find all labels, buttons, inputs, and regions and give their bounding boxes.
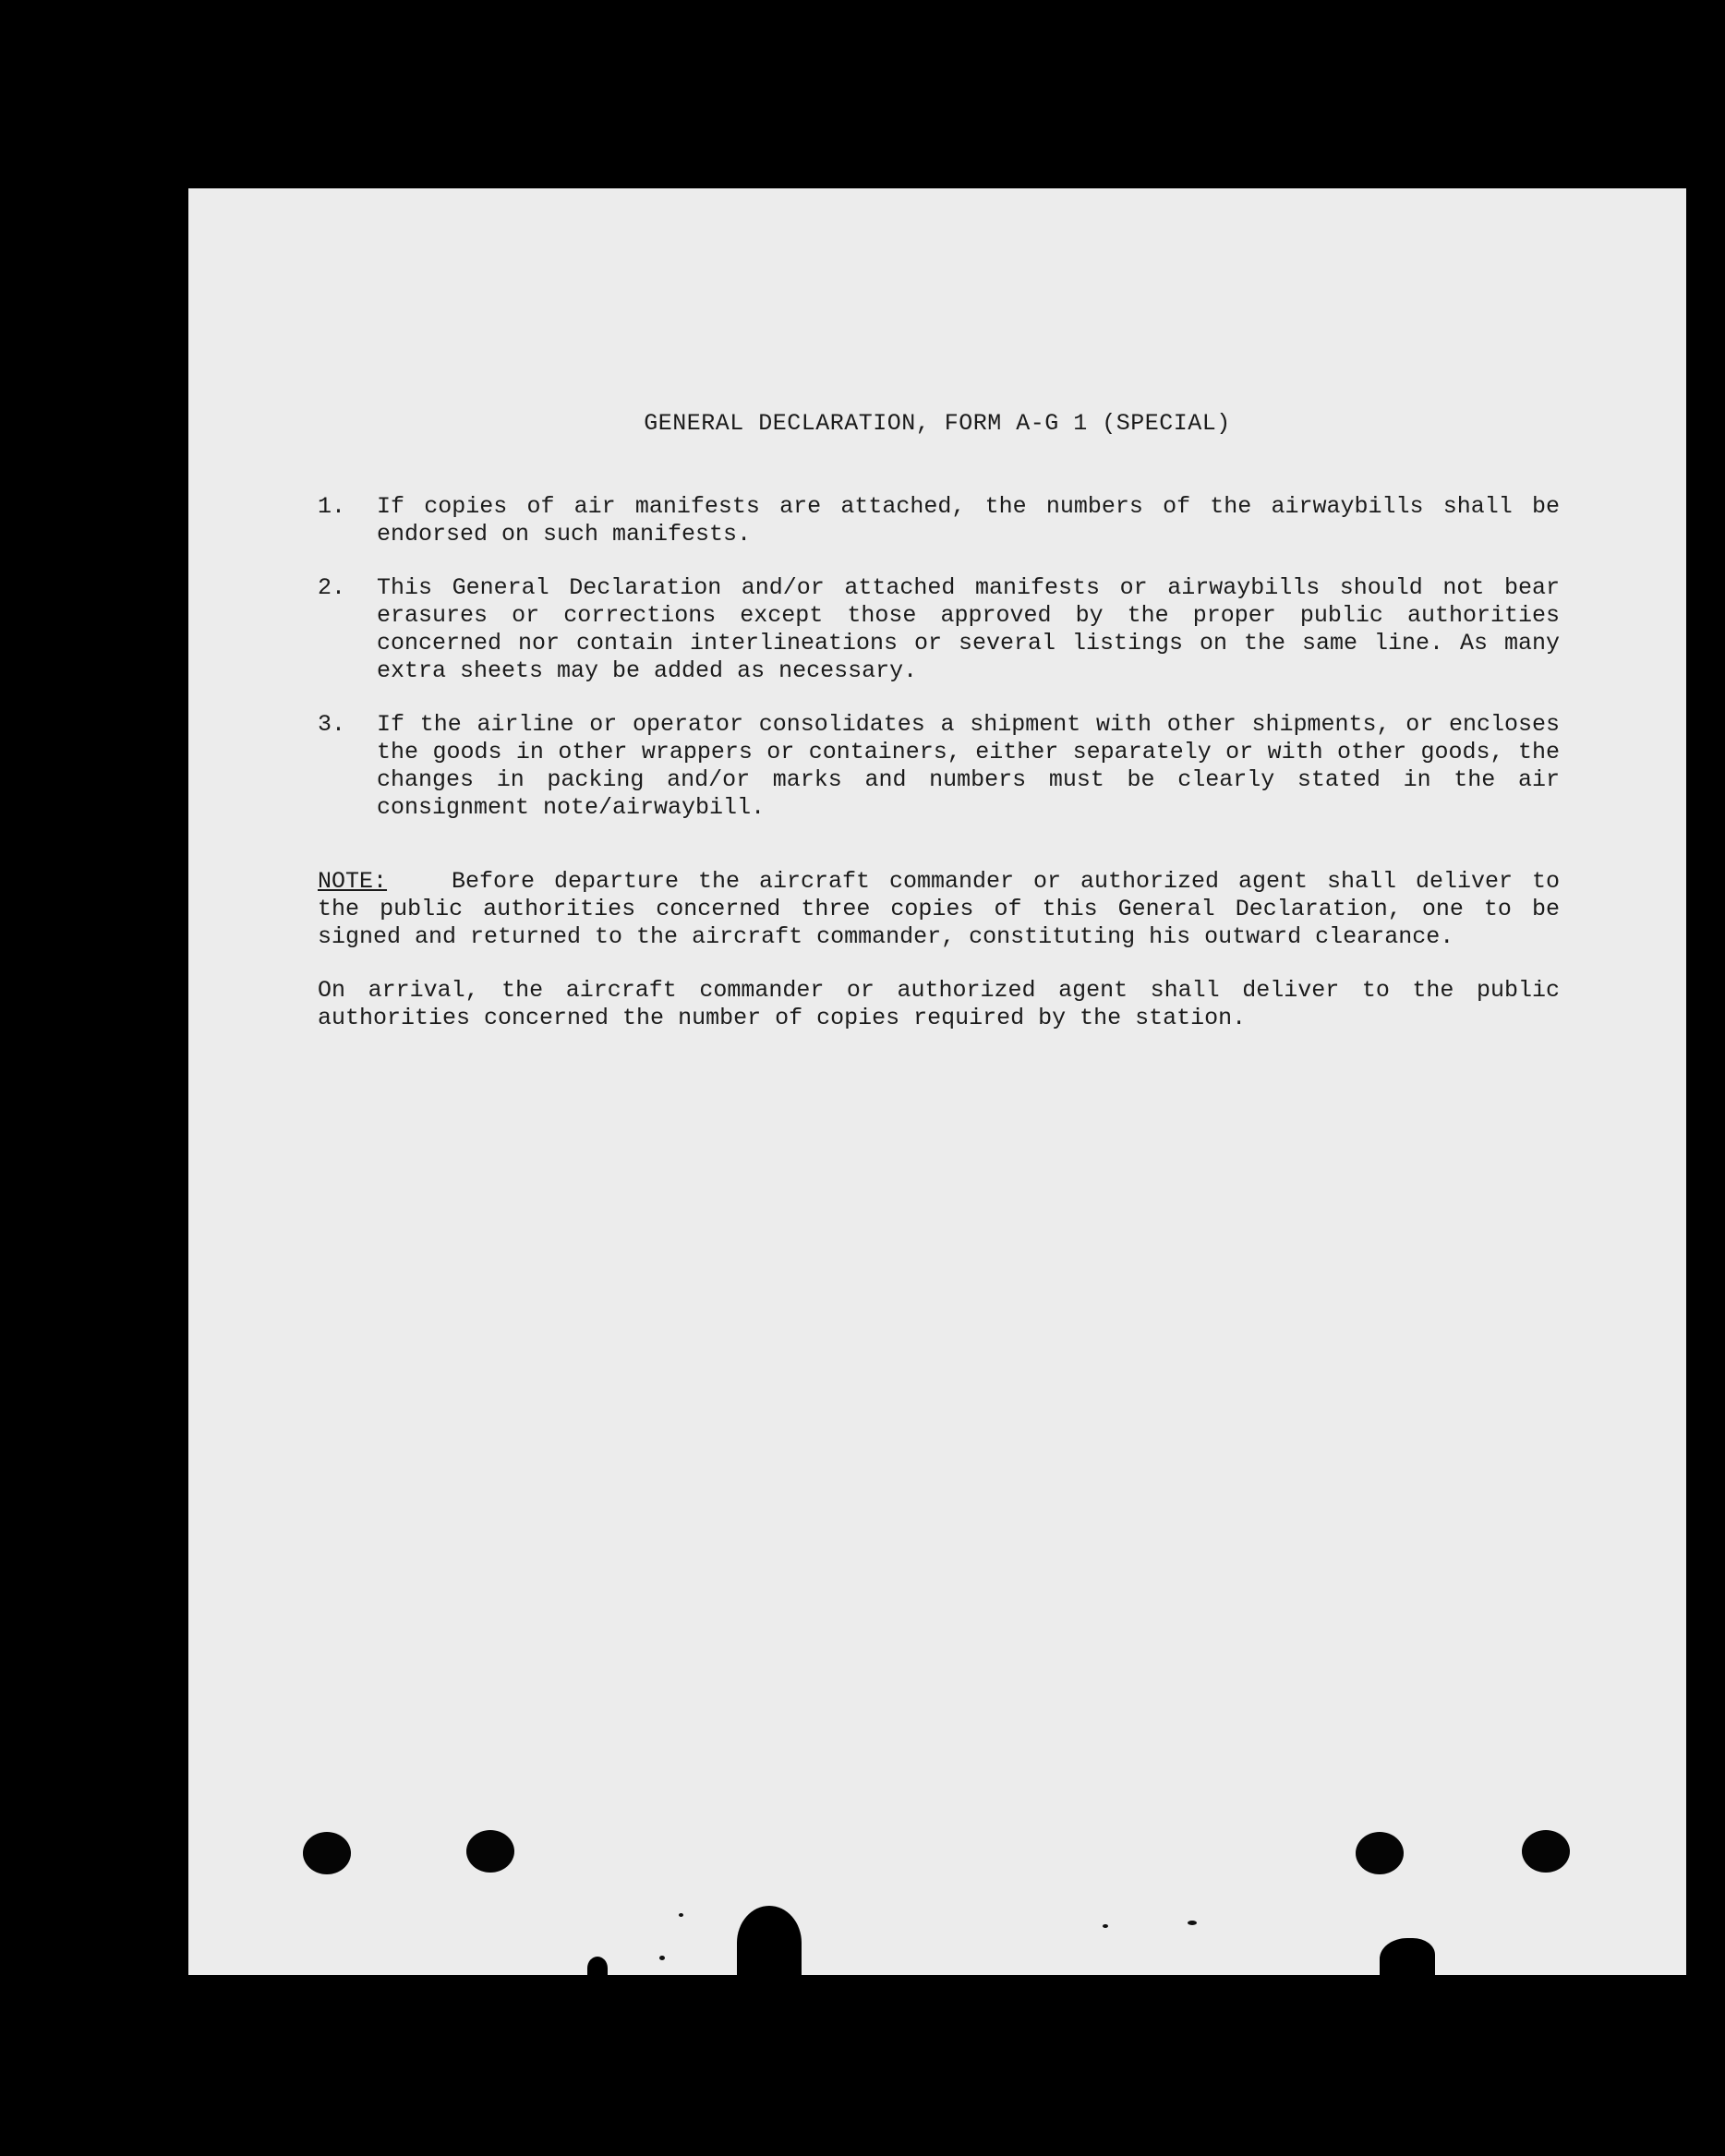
item-number: 1. xyxy=(318,493,346,520)
note-label: NOTE: xyxy=(318,868,388,895)
dust-speck xyxy=(679,1913,683,1917)
document-title: GENERAL DECLARATION, FORM A-G 1 (SPECIAL) xyxy=(644,410,1231,437)
note-text: Before departure the aircraft commander or authorized agent shall deliver to the public authorities concerned three copies of this General Declaration, one to be signed and returned to the aircraft commander, constituting his outward clearance. xyxy=(318,868,1560,950)
dust-speck xyxy=(1188,1921,1197,1925)
instructions-body xyxy=(318,493,1560,1032)
instruction-item-3 xyxy=(318,711,1560,822)
punch-hole xyxy=(466,1830,514,1873)
paper-tear xyxy=(1380,1938,1435,1980)
arrival-paragraph: On arrival, the aircraft commander or authorized agent shall deliver to the public authorities concerned the number of copies required by the station. xyxy=(318,977,1560,1031)
instruction-item-1 xyxy=(318,493,1560,548)
document-page xyxy=(188,188,1686,1975)
paper-tear xyxy=(737,1906,802,1980)
dust-speck xyxy=(1103,1924,1108,1928)
paper-tear xyxy=(587,1957,608,1980)
item-number: 2. xyxy=(318,574,346,601)
item-text: If the airline or operator consolidates a shipment with other shipments, or encloses the goods in other wrappers or containers, either separately or with other goods, the changes in packing and/or marks and numbers must be clearly stated in the air consignment note/airwaybill. xyxy=(377,711,1560,821)
dust-speck xyxy=(659,1956,665,1960)
note-paragraph xyxy=(318,868,1560,951)
punch-hole xyxy=(303,1832,351,1874)
punch-hole xyxy=(1522,1830,1570,1873)
item-text: This General Declaration and/or attached manifests or airwaybills should not bear erasures or corrections except those approved by the proper public authorities concerned nor contain interlineations or several listings on the same line. As many extra sheets may be added as necessary. xyxy=(377,574,1560,684)
item-text: If copies of air manifests are attached, the numbers of the airwaybills shall be endorsed on such manifests. xyxy=(377,493,1560,548)
item-number: 3. xyxy=(318,711,346,738)
instruction-item-2 xyxy=(318,574,1560,685)
punch-hole xyxy=(1356,1832,1404,1874)
